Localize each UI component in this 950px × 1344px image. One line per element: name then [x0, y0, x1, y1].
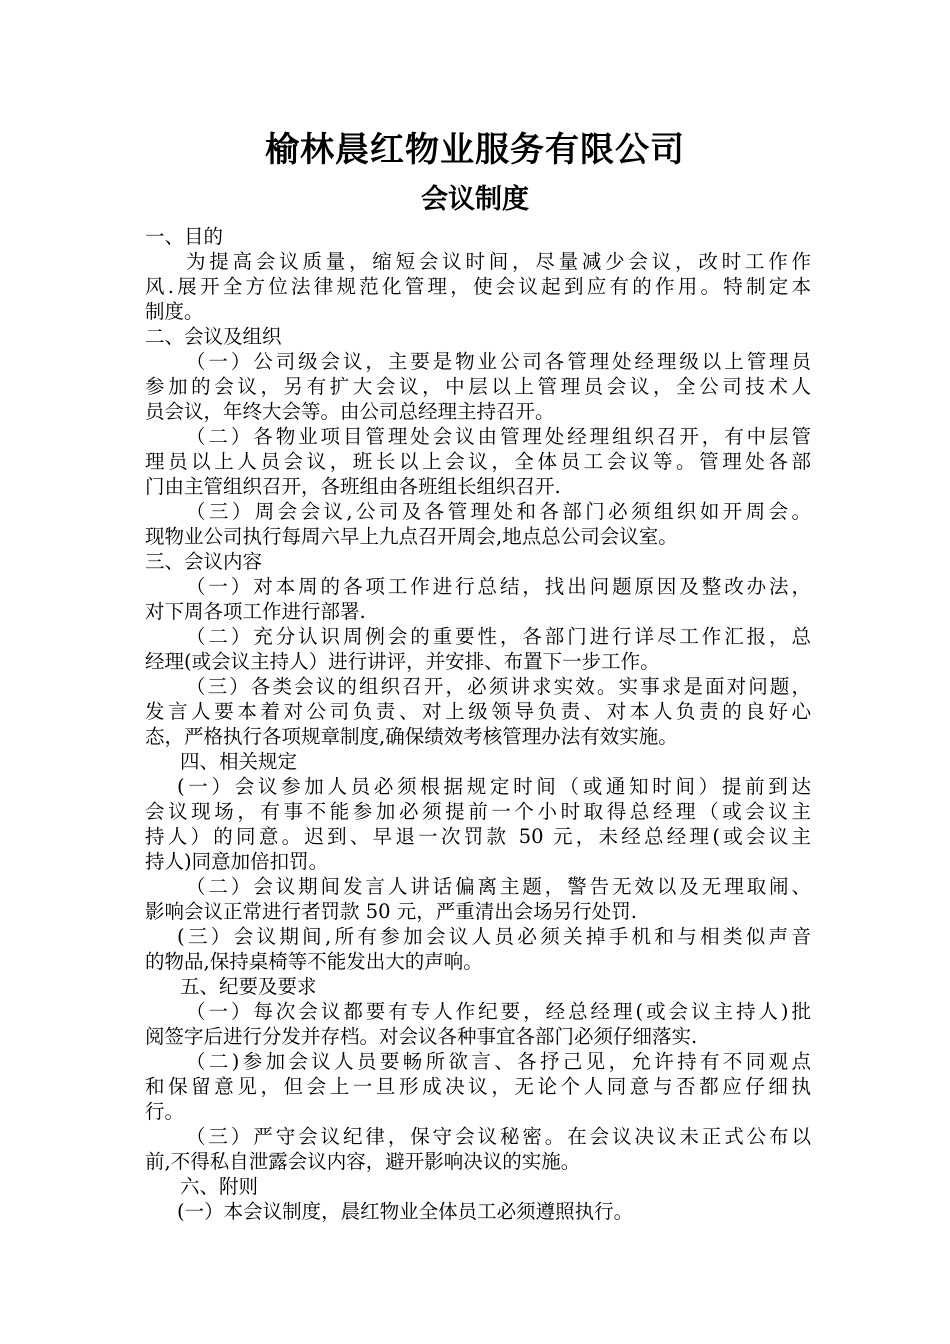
document-line: 行。 [145, 1100, 185, 1123]
document-line: 制度。 [145, 300, 204, 323]
document-line: 一、目的 [145, 225, 224, 248]
document-line: （二)参加会议人员要畅所欲言、各抒己见，允许持有不同观点 [186, 1050, 811, 1073]
document-line: （三）各类会议的组织召开，必须讲求实效。实事求是面对问题， [186, 675, 811, 698]
document-line: （二）充分认识周例会的重要性，各部门进行详尽工作汇报，总 [186, 625, 811, 648]
document-line: 现物业公司执行每周六早上九点召开周会,地点总公司会议室。 [145, 525, 678, 548]
document-line: 三、会议内容 [145, 550, 263, 573]
document-line: (三）会议期间,所有参加会议人员必须关掉手机和与相类似声音 [177, 925, 811, 948]
document-line: 前,不得私自泄露会议内容，避开影响决议的实施。 [145, 1150, 581, 1173]
document-line: 门由主管组织召开，各班组由各班组长组织召开. [145, 475, 561, 498]
document-line: 会议现场，有事不能参加必须提前一个小时取得总经理（或会议主 [145, 800, 811, 823]
document-line: 发言人要本着对公司负责、对上级领导负责、对本人负责的良好心 [145, 700, 811, 723]
document-line: 影响会议正常进行者罚款 50 元，严重清出会场另行处罚. [145, 900, 637, 923]
document-line: 的物品,保持桌椅等不能发出大的声响。 [145, 950, 483, 973]
document-line: 经理(或会议主持人）进行讲评，并安排、布置下一步工作。 [145, 650, 660, 673]
document-line: (一）会议参加人员必须根据规定时间（或通知时间）提前到达 [177, 775, 811, 798]
document-line: （一）公司级会议，主要是物业公司各管理处经理级以上管理员 [186, 350, 811, 373]
document-line: 持人）的同意。迟到、早退一次罚款 50 元，未经总经理(或会议主 [145, 825, 811, 848]
document-line: 五、纪要及要求 [180, 975, 317, 998]
company-title: 榆林晨红物业服务有限公司 [265, 130, 685, 170]
document-line: 四、相关规定 [180, 750, 298, 773]
document-line: 六、附则 [180, 1175, 259, 1198]
document-line: 员会议，年终大会等。由公司总经理主持召开。 [145, 400, 555, 423]
document-line: （三）周会会议,公司及各管理处和各部门必须组织如开周会。 [186, 500, 811, 523]
document-line: （三）严守会议纪律，保守会议秘密。在会议决议未正式公布以 [186, 1125, 811, 1148]
document-line: 态，严格执行各项规章制度,确保绩效考核管理办法有效实施。 [145, 725, 678, 748]
document-line: 持人)同意加倍扣罚。 [145, 850, 329, 873]
document-line: 阅签字后进行分发并存档。对会议各种事宜各部门必须仔细落实. [145, 1025, 698, 1048]
document-line: （一）对本周的各项工作进行总结，找出问题原因及整改办法， [186, 575, 811, 598]
document-line: 和保留意见，但会上一旦形成决议，无论个人同意与否都应仔细执 [145, 1075, 811, 1098]
document-line: （一）每次会议都要有专人作纪要，经总经理(或会议主持人)批 [186, 1000, 811, 1023]
document-line: 二、会议及组织 [145, 325, 282, 348]
document-line: 风.展开全方位法律规范化管理，使会议起到应有的作用。特制定本 [145, 275, 811, 298]
document-line: 对下周各项工作进行部署. [145, 600, 366, 623]
document-line: 理员以上人员会议，班长以上会议，全体员工会议等。管理处各部 [145, 450, 811, 473]
document-line: 为提高会议质量，缩短会议时间，尽量减少会议，改时工作作 [186, 250, 811, 273]
document-line: 参加的会议，另有扩大会议，中层以上管理员会议，全公司技术人 [145, 375, 811, 398]
document-line: （二）会议期间发言人讲话偏离主题，警告无效以及无理取闹、 [186, 875, 811, 898]
document-body [145, 224, 811, 1224]
document-line: （二）各物业项目管理处会议由管理处经理组织召开，有中层管 [186, 425, 811, 448]
document-subtitle: 会议制度 [421, 184, 529, 215]
document-line: (一）本会议制度，晨红物业全体员工必须遵照执行。 [177, 1200, 634, 1223]
